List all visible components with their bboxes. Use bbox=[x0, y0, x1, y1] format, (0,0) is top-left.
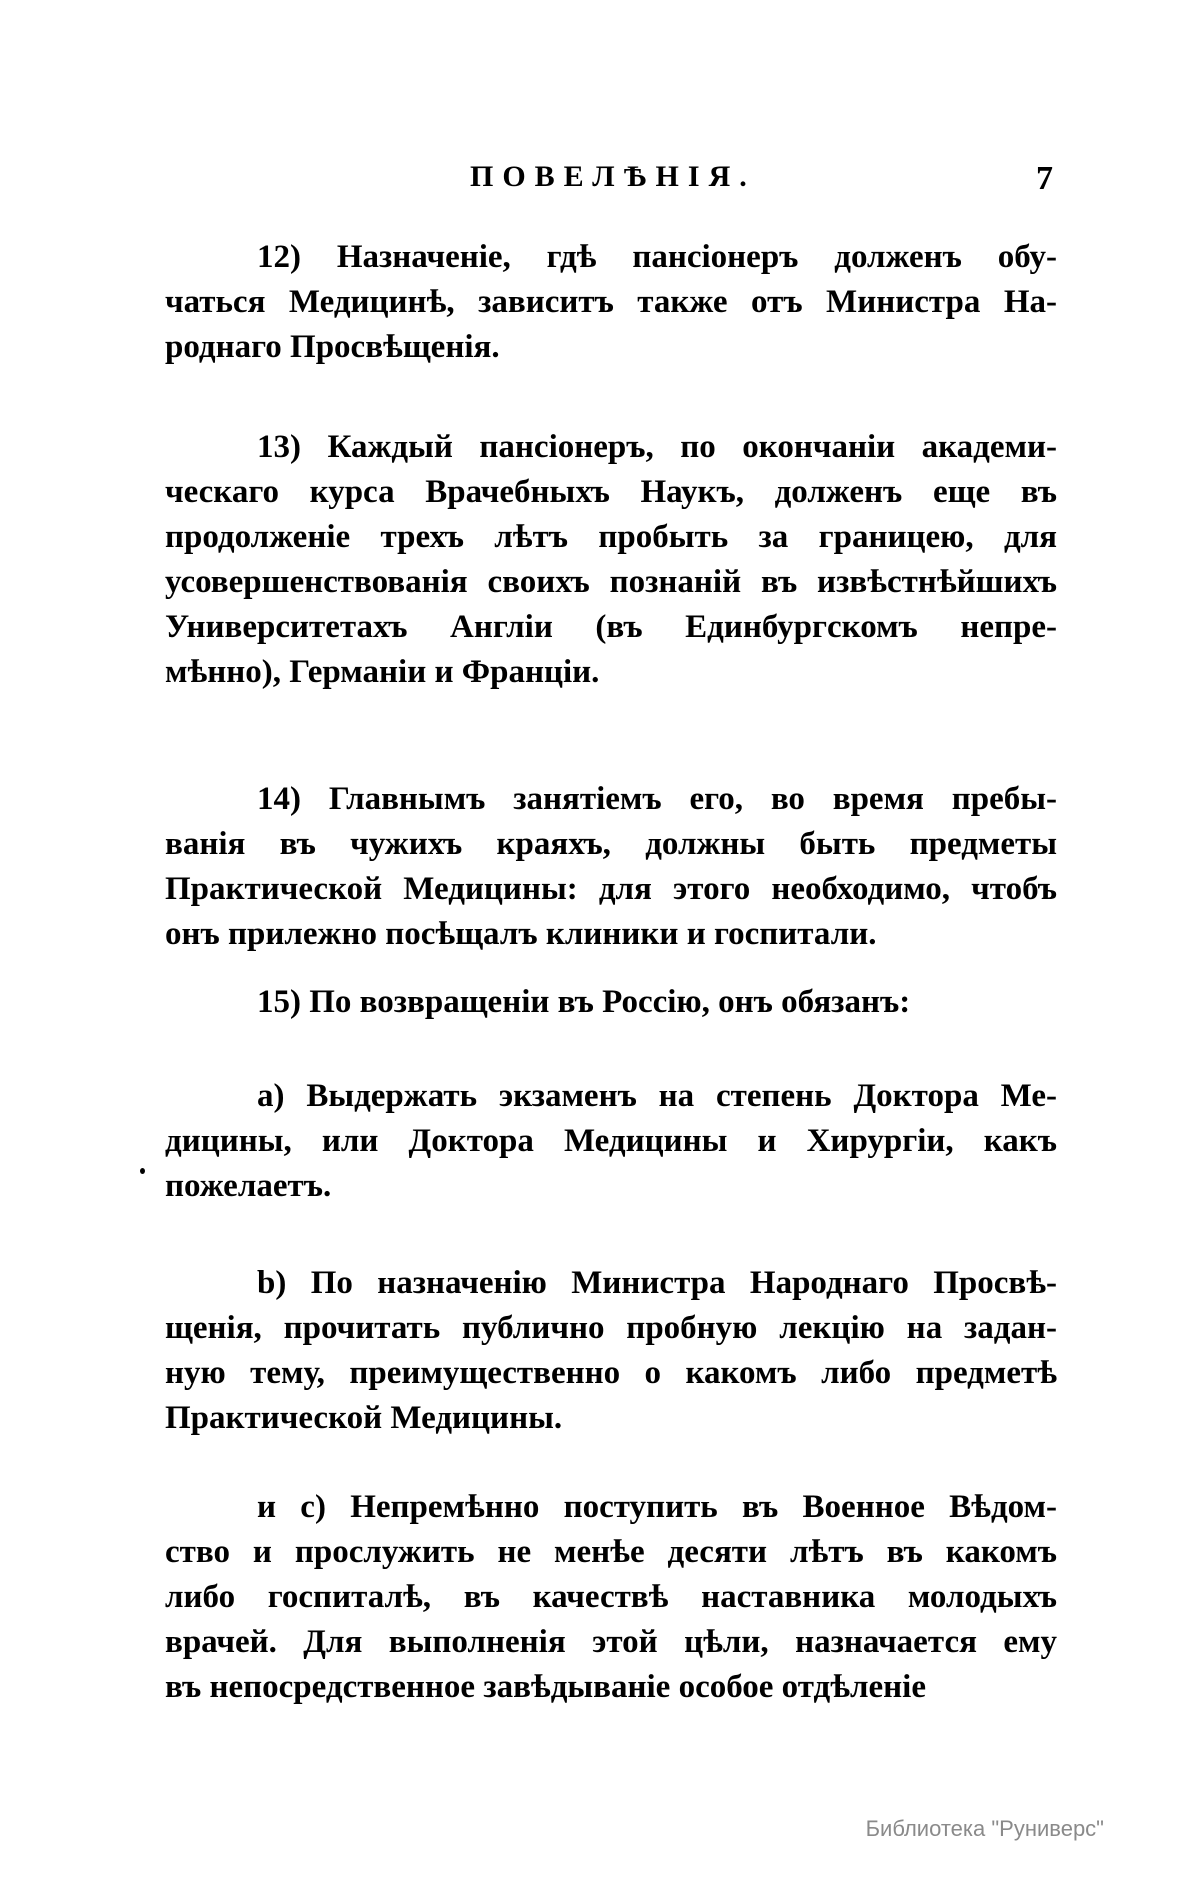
ink-speck bbox=[140, 1168, 145, 1174]
text-line: 13) Каждый пансіонеръ, по окончаніи академи- bbox=[257, 429, 1057, 465]
running-header-title: ПОВЕЛѢНІЯ. bbox=[470, 160, 756, 193]
text-line: Университетахъ Англіи (въ Единбургскомъ непре- bbox=[165, 609, 1057, 645]
paragraph-a bbox=[165, 1074, 1057, 1209]
text-line: чаться Медицинѣ, зависитъ также отъ Министра На- bbox=[165, 284, 1057, 320]
text-line: 12) Назначеніе, гдѣ пансіонеръ долженъ обу- bbox=[257, 239, 1057, 275]
text-line: щенія, прочитать публично пробную лекцію на задан- bbox=[165, 1310, 1057, 1346]
text-line: и c) Непремѣнно поступить въ Военное Вѣдом- bbox=[257, 1489, 1057, 1525]
text-line: a) Выдержать экзаменъ на степень Доктора Ме- bbox=[257, 1078, 1057, 1114]
paragraph-12 bbox=[165, 235, 1057, 370]
text-line: Практической Медицины. bbox=[165, 1400, 563, 1436]
paragraph-b bbox=[165, 1261, 1057, 1441]
paragraph-14 bbox=[165, 777, 1057, 957]
text-line: врачей. Для выполненія этой цѣли, назначается ему bbox=[165, 1624, 1057, 1660]
text-line: 14) Главнымъ занятіемъ его, во время пребы- bbox=[257, 781, 1057, 817]
text-line: пожелаетъ. bbox=[165, 1168, 332, 1204]
text-line: дицины, или Доктора Медицины и Хирургіи, какъ bbox=[165, 1123, 1057, 1159]
library-watermark: Библиотека "Руниверс" bbox=[865, 1816, 1104, 1841]
text-line: онъ прилежно посѣщалъ клиники и госпитали. bbox=[165, 916, 877, 952]
text-line: въ непосредственное завѣдываніе особое отдѣленіе bbox=[165, 1669, 926, 1705]
paragraph-15 bbox=[165, 980, 1057, 1025]
text-line: усовершенствованія своихъ познаній въ извѣстнѣйшихъ bbox=[165, 564, 1057, 600]
text-line: ную тему, преимущественно о какомъ либо предметѣ bbox=[165, 1355, 1057, 1391]
text-line: ванія въ чужихъ краяхъ, должны быть предметы bbox=[165, 826, 1057, 862]
paragraph-13 bbox=[165, 425, 1057, 695]
text-line: ство и прослужить не менѣе десяти лѣтъ въ какомъ bbox=[165, 1534, 1057, 1570]
text-line: 15) По возвращеніи въ Россію, онъ обязанъ: bbox=[257, 984, 911, 1020]
text-line: продолженіе трехъ лѣтъ пробыть за границею, для bbox=[165, 519, 1057, 555]
page-number: 7 bbox=[1036, 160, 1053, 197]
text-line: либо госпиталѣ, въ качествѣ наставника молодыхъ bbox=[165, 1579, 1057, 1615]
text-line: роднаго Просвѣщенія. bbox=[165, 329, 500, 365]
text-line: мѣнно), Германіи и Франціи. bbox=[165, 654, 600, 690]
text-line: Практической Медицины: для этого необходимо, чтобъ bbox=[165, 871, 1057, 907]
text-line: ческаго курса Врачебныхъ Наукъ, долженъ еще въ bbox=[165, 474, 1057, 510]
paragraph-c bbox=[165, 1485, 1057, 1710]
text-line: b) По назначенію Министра Народнаго Просвѣ- bbox=[257, 1265, 1057, 1301]
